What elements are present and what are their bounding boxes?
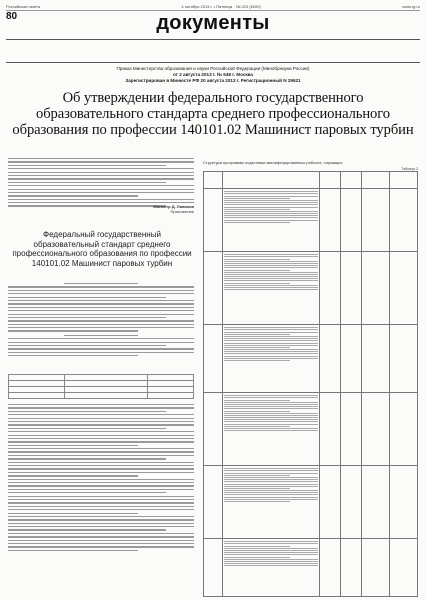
standard-title: Федеральный государственный образовательный стандарт среднего профессионального образования по профессии 140101.02 Машинист паровых турбин [12,230,192,268]
document-headline: Об утверждении федерального государственного образовательного стандарта среднего профессионального образования по профессии 140101.02 Машинист паровых турбин [12,90,414,138]
table-1 [8,374,194,399]
section-rule [6,39,420,40]
order-block [20,66,406,84]
newspaper-name: Российская газета [6,4,40,9]
page-number: 80 [6,11,18,22]
structure-table [203,171,418,597]
general-provisions-text [8,283,194,359]
intro-text-block [8,158,194,209]
appendix-label: Приложение [170,209,194,214]
characteristics-text [8,404,194,553]
site-url: www.rg.ru [402,4,420,9]
newspaper-header-bar [6,3,420,11]
issue-number: № 223 (6200) [236,4,261,9]
section-title: документы [156,12,270,34]
divider-rule [6,62,420,63]
structure-table-label: Таблица 2 [401,167,418,171]
order-line-1: Приказ Министерства образования и науки Российской Федерации (Минобрнауки России) [116,66,310,71]
issue-date: 4 октября 2013 г. • Пятница [181,4,233,9]
structure-table-block [203,160,418,590]
signature-block [120,204,194,214]
signature-name: Д. Ливанов [171,204,194,209]
structure-table-title: Структура программы подготовки квалифицированных рабочих, служащих [203,160,343,165]
order-line-3: Зарегистрирован в Минюсте РФ 20 августа 2013 г. Регистрационный N 29621 [125,78,301,83]
order-line-2: от 2 августа 2013 г. № 648 г. Москва [172,72,253,77]
signature-position: Министр [153,204,171,209]
